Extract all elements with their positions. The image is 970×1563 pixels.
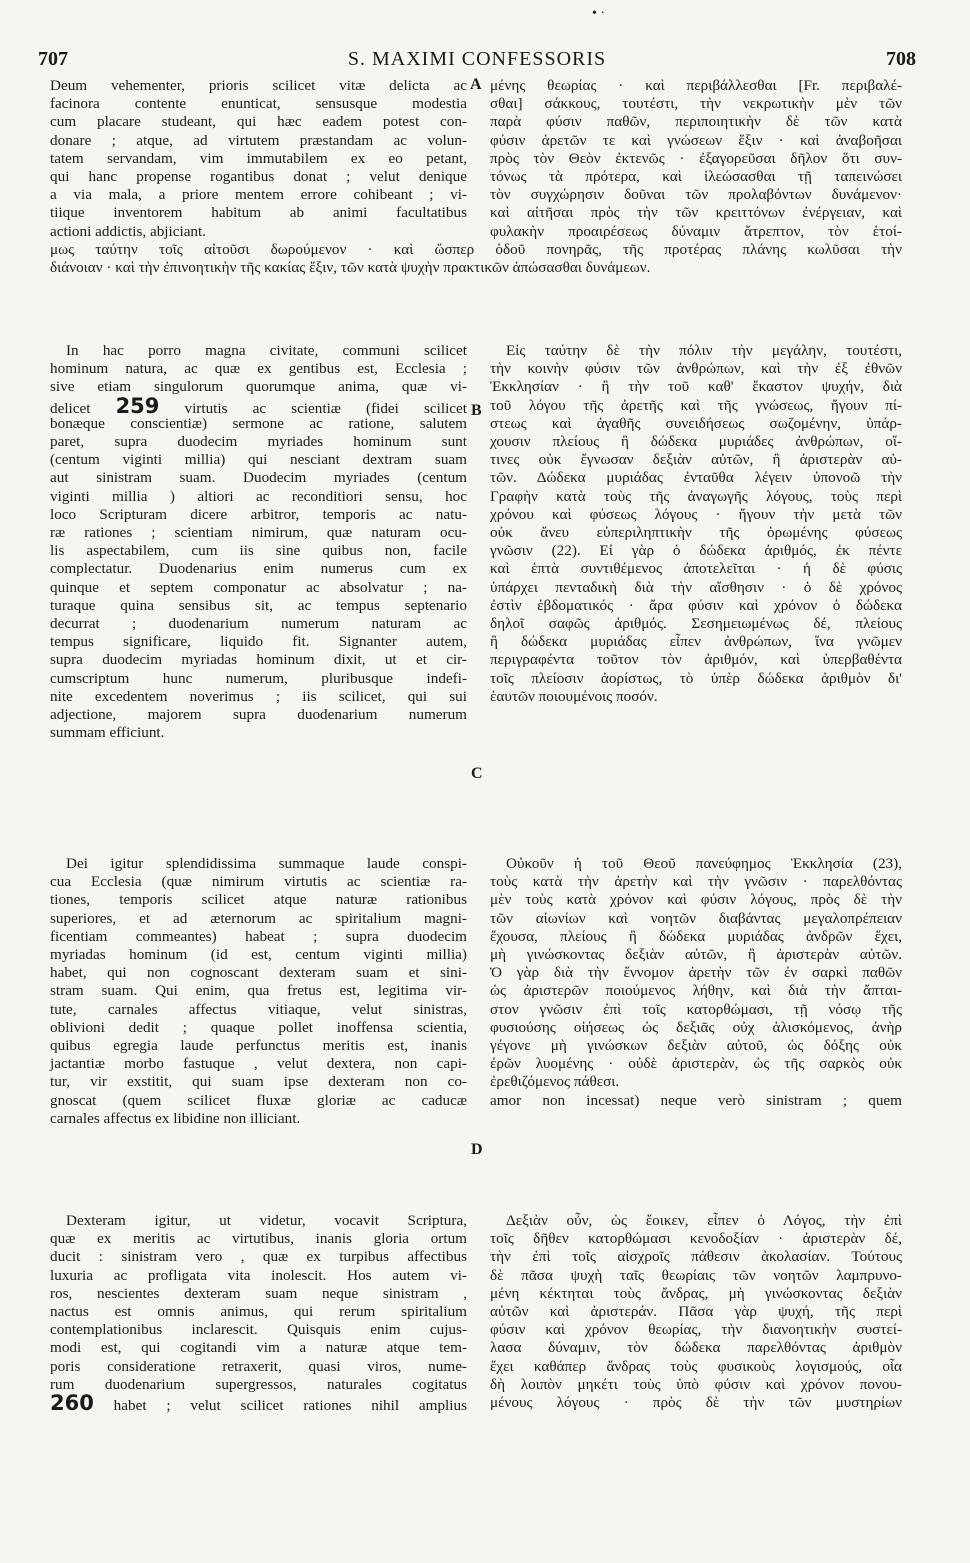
greek-line: τινες οὐκ ἔγνωσαν δεξιὰν αὐτῶν, ἢ ἀριστερὰν αὐ-: [490, 451, 902, 469]
latin-line: tute, carnales affectus vitiaque, velut sinistras,: [50, 1000, 467, 1018]
greek-line: τὴν ἐπὶ τοῖς αἰσχροῖς πάθεσιν ἀκολασίαν. Τούτους: [490, 1248, 902, 1266]
running-title: S. MAXIMI CONFESSORIS: [347, 48, 607, 70]
latin-line: adjectione, majorem supra duodenarium numerum: [50, 706, 467, 723]
latin-line: qui hanc propense rogantibus donat ; velut denique: [50, 168, 467, 185]
latin-line: tempus significare, liquido fit. Signanter autem,: [50, 633, 467, 651]
latin-line: quæ ex meritis ac virtutibus, inanis gloria ortum: [50, 1230, 467, 1248]
latin-line: Dexteram igitur, ut videtur, vocavit Scriptura,: [66, 1212, 467, 1229]
greek-line: οὐκ ἄνευ εὐπεριληπτικὴν τῆς ὁρωμένης φύσεως: [490, 524, 902, 541]
latin-line: ræ rationes ; scientiam nimirum, quæ naturam ocu-: [50, 524, 467, 541]
latin-line: loco Scripturam dicere arbitror, temporis ac natu-: [50, 505, 467, 523]
latin-line: turaque quina sensibus sit, ac tempus septenario: [50, 596, 467, 614]
inline-page-number: 260: [50, 1391, 94, 1415]
greek-line: Οὐκοῦν ἡ τοῦ Θεοῦ πανεύφημος Ἐκκλησία (23),: [506, 855, 902, 872]
text-fragment: virtutis ac scientiæ (fidei scilicet: [159, 399, 467, 417]
greek-line: Ὁ γὰρ διὰ τὴν ἔννομον ἀρετὴν τῶν ἐν σαρκὶ παθῶν: [490, 964, 902, 982]
latin-line: supra duodecim myriadas hominum dixit, ut et cir-: [50, 651, 467, 669]
greek-line: φύσιν ἀρετῶν τε καὶ γνώσεων ἕξιν · καὶ ἀναβοῆσαι: [490, 131, 902, 149]
greek-line: Εἰς ταύτην δὲ τὴν πόλιν τὴν μεγάλην, τουτέστι,: [506, 342, 902, 359]
latin-line: paret, supra duodecim myriades hominum sunt: [50, 433, 467, 450]
latin-line: jactantiæ morbo fastuque , velut dextera, non capi-: [50, 1055, 467, 1073]
latin-line: quibus egregia laude perfunctus meritis est, inanis: [50, 1037, 467, 1054]
greek-line: ἢ δώδεκα μυριάδας εἶπεν ἀνθρώπων, ἵνα γνῶμεν: [490, 633, 902, 651]
greek-line: ἐστὶν ἑβδοματικός · ἄρα φύσιν καὶ χρόνον ὁ δώδεκα: [490, 596, 902, 614]
greek-line: ἔχουσα, πλείους ἢ δώδεκα μυριάδας ἀνδρῶν ἔχει,: [490, 927, 902, 945]
greek-line: στεως καὶ ἀγαθῆς συνειδήσεως σωζομένην, ὑπάρ-: [490, 414, 902, 432]
latin-line: nite excedentem noverimus ; iis scilicet, qui sui: [50, 687, 467, 705]
greek-line: δὴ λοιπὸν μηκέτι τοὺς ὑπὸ φύσιν καὶ χρόνον πονου-: [490, 1375, 902, 1393]
latin-line: luxuria ac profligata vita inolescit. Hos autem vi-: [50, 1266, 467, 1284]
greek-line: διάνοιαν · καὶ τὴν ἐπινοητικὴν τῆς κακίας ἕξιν, τῶν κατὰ ψυχὴν πρακτικῶν ἀπώσασθαι δυνάμεων.: [50, 259, 651, 277]
greek-line: τὸν συγχώρησιν δοῦναι τῶν προλαβόντων δυνάμενον·: [490, 186, 902, 204]
margin-letter: D: [471, 1141, 483, 1158]
greek-line: Ἐκκλησίαν · ἢ τὴν τοῦ καθ' ἕκαστον ψυχήν, διὰ: [490, 378, 902, 396]
greek-line: amor non incessat) neque verò sinistram ; quem: [490, 1091, 902, 1109]
greek-line: ἐρῶν λυομένης · οὐδὲ ἀριστερὰν, ὡς τῆς σαρκὸς οὐκ: [490, 1055, 902, 1073]
latin-line: complectatur. Duodenarius enim numerus cum ex: [50, 560, 467, 578]
greek-line: γέγονε μὴ γινώσκων δεξιὰν αὐτοῦ, ὡς δόξης οὐκ: [490, 1037, 902, 1054]
latin-line: nactus est omnis animus, qui rerum spiritalium: [50, 1303, 467, 1320]
latin-line: modi est, qui cogitandi vim a naturæ atque tem-: [50, 1339, 467, 1357]
top-mark: • ·: [592, 6, 606, 21]
greek-line: ἑαυτῶν ποιουμένοις ποσόν.: [490, 687, 658, 705]
greek-line: μένη κέκτηται τοὺς ἄνδρας, μὴ γινώσκοντας δεξιὰν: [490, 1284, 902, 1302]
latin-line: facinora contente enunticat, sensusque modestia: [50, 95, 467, 113]
latin-line: tur, vir exstitit, qui suam ipse dexteram non co-: [50, 1073, 467, 1091]
greek-line: φυλακὴν προαιρέσεως δύναμιν ἄτρεπτον, τὸν ἑτοί-: [490, 222, 902, 240]
latin-line: [50, 1391, 467, 1415]
latin-line: habet, qui non cognoscant dexteram suam et sini-: [50, 964, 467, 982]
greek-line: ἔχει καθάπερ ἄνδρας τοὺς φυσικοὺς λογισμούς, οἷα: [490, 1357, 902, 1375]
greek-line: φυσιούσης οἰήσεως ὡς δεξιᾶς οὐχ ἁλισκόμενος, ἀνὴρ: [490, 1018, 902, 1036]
greek-line: τοῖς δῆθεν κατορθώμασι κενοδοξίαν · ἀριστερὰν δέ,: [490, 1230, 902, 1248]
greek-line: καὶ ἑπτὰ συντιθέμενος ἀποτελεῖται · ἡ δὲ φύσις: [490, 560, 902, 578]
margin-letter: C: [471, 765, 483, 782]
latin-line: contemplationibus inclarescit. Quisquis enim cujus-: [50, 1321, 467, 1339]
latin-line: bonæque conscientiæ) sermone ac ratione, salutem: [50, 414, 467, 432]
greek-line: χουσιν πλείους ἢ δώδεκα μυριάδες ἀνθρώπων, οἵ-: [490, 433, 902, 450]
greek-line: ὡς ἀριστερῶν ποιούμενος λήθην, καὶ διὰ τὴν ἄπται-: [490, 982, 902, 1000]
latin-line: cum placare studeant, qui hæc eadem potest con-: [50, 113, 467, 131]
page-header: [38, 48, 916, 74]
greek-line: σθαι] σάκκους, τουτέστι, τὴν νεκρωτικὴν μὲν τῶν: [490, 95, 902, 113]
latin-line: ducit : sinistram vero , quæ ex turpibus affectibus: [50, 1248, 467, 1266]
greek-line: περιγραφέντα τοῦτον τὸν ἀριθμόν, καὶ ὑπερβαθέντα: [490, 651, 902, 669]
latin-line: viginti millia ) altiori ac reconditiori sensu, hoc: [50, 487, 467, 505]
latin-line: ficentiam commeantes) habeat ; supra duodecim: [50, 927, 467, 945]
greek-line: ὑπάρχει πενταδικὴ διὰ τὴν αἴσθησιν · ὁ δὲ χρόνος: [490, 578, 902, 596]
text-fragment: delicet: [50, 399, 116, 417]
greek-line: τῶν. Δώδεκα μυριάδας ἐνταῦθα λέγειν ὑπονοῶ τὴν: [490, 469, 902, 487]
greek-line: τόνως τὰ πρότερα, καὶ ἱλεώσασθαι τῇ ταπεινώσει: [490, 168, 902, 185]
latin-line: carnales affectus ex libidine non illiciant.: [50, 1109, 301, 1127]
latin-line: summam efficiunt.: [50, 724, 165, 742]
greek-line: φύσιν καὶ χρόνον θεωρίας, τὴν διανοητικὴν συστεί-: [490, 1321, 902, 1339]
greek-line: μένους λόγους · πρὸς δὲ τὴν τῶν μυστηρίων: [490, 1394, 902, 1411]
greek-line: καὶ αἰτῆσαι πρὸς τὴν τῶν κρειττόνων ἐνέργειαν, καὶ: [490, 204, 902, 222]
latin-line: superiores, et ad æternorum ac spiritalium magni-: [50, 909, 467, 927]
latin-line: cua Ecclesia (quæ nimirum virtutis ac scientiæ ra-: [50, 873, 467, 891]
greek-line: μὴ γινώσκοντας δεξιὰν αὐτῶν, ἢ ἀριστερὰν αὐτῶν.: [490, 946, 902, 963]
greek-line: Δεξιὰν οὖν, ὡς ἔοικεν, εἶπεν ὁ Λόγος, τὴν ἐπὶ: [506, 1212, 902, 1229]
latin-line: cumscriptum hunc numerum, pluribusque indefi-: [50, 669, 467, 687]
greek-line: γνῶσιν (22). Εἰ γὰρ ὁ δώδεκα ἀριθμός, ἐκ πέντε: [490, 542, 902, 560]
latin-line: rum duodenarium supergressos, naturales cogitatus: [50, 1375, 467, 1393]
latin-line: myriadas hominum (id est, centum viginti millia): [50, 946, 467, 963]
left-page-number: 707: [38, 48, 68, 70]
greek-line: δηλοῖ σαφῶς ἀριθμός. Σεσημειωμένως δέ, πλείους: [490, 615, 902, 632]
latin-line: gnoscat (quem scilicet fluxæ gloriæ ac caducæ: [50, 1091, 467, 1109]
greek-line: μως ταύτην τοῖς αἰτοῦσι δωρούμενον · καὶ ὥσπερ ὁδοῦ πονηρᾶς, τῆς προτέρας πλάνης κωλῦσαι τὴν: [50, 241, 902, 258]
latin-line: decurrat ; duodenarium numerum naturam ac: [50, 615, 467, 632]
greek-line: μὲν τοὺς κατὰ χρόνον καὶ φύσιν λόγους, πρὸς δὲ τὴν: [490, 891, 902, 909]
latin-line: donare ; atque, ad virtutem præstandam ac volun-: [50, 131, 467, 149]
greek-line: αὐτῶν καὶ ἀριστεράν. Πᾶσα γὰρ ψυχή, τῆς περὶ: [490, 1303, 902, 1320]
greek-line: πρὸς τὸν Θεὸν ἐκτενῶς · ἐξαγορεῦσαι δῆλον ὅτι συν-: [490, 149, 902, 167]
greek-line: δὲ πᾶσα ψυχὴ ταῖς θεωρίαις τῶν νοητῶν λαμπρυνο-: [490, 1266, 902, 1284]
greek-line: τοῖς πλείοσιν ἀορίστως, τὸ ὑπὲρ δώδεκα ἀριθμὸν δι': [490, 669, 902, 687]
text-fragment: habet ; velut scilicet rationes nihil amplius: [93, 1397, 467, 1414]
latin-line: (centum viginti millia) qui nesciant dextram suam: [50, 451, 467, 469]
inline-page-number: 259: [115, 393, 160, 418]
latin-line: oblivioni dedit ; quaque pollet inoffensa scientia,: [50, 1018, 467, 1036]
latin-line: tiique inventorem habitum ab animi facultatibus: [50, 204, 467, 222]
latin-line: In hac porro magna civitate, communi scilicet: [66, 342, 467, 359]
greek-line: τῶν αἰωνίων καὶ νοητῶν διαβάντας μεγαλοπρέπειαν: [490, 909, 902, 927]
latin-line: quinque et septem componatur ac absolvatur ; na-: [50, 578, 467, 596]
greek-line: ἐρεθιζόμενος πάθεσι.: [490, 1073, 620, 1091]
latin-line: a via mala, a priore mentem errore cohibeant ; vi-: [50, 186, 467, 204]
greek-line: λασα δύναμιν, τὸν δώδεκα παρελθόντας ἀριθμὸν: [490, 1339, 902, 1357]
latin-line: ros, nescientes dexteram suam neque sinistram ,: [50, 1284, 467, 1302]
margin-letter: B: [471, 402, 482, 419]
latin-line: actioni addictis, abjiciant.: [50, 222, 207, 240]
latin-line: tiones, temporis scilicet atque naturæ rationibus: [50, 891, 467, 909]
greek-line: στον γνῶσιν ἐπὶ τοῖς κατορθώμασι, τῇ νόσῳ τῆς: [490, 1000, 902, 1018]
greek-line: τοὺς κατὰ τὴν ἀρετὴν καὶ τὴν γνῶσιν · παρελθόντας: [490, 873, 902, 891]
latin-line: tatem servandam, vim immutabilem ex eo petant,: [50, 149, 467, 167]
greek-line: χρόνου καὶ φύσεως λόγους · ἤγουν τὴν μετὰ τῶν: [490, 505, 902, 523]
latin-line: aut sinistram suam. Duodecim myriades (centum: [50, 469, 467, 487]
margin-letter: A: [470, 76, 482, 93]
greek-line: παρὰ φύσιν παθῶν, περιποιητικὴν δὲ τῶν κατὰ: [490, 113, 902, 131]
latin-line: stram suam. Qui enim, qua fretus est, legitima vir-: [50, 982, 467, 1000]
latin-line: Dei igitur splendidissima summaque laude conspi-: [66, 855, 467, 872]
greek-line: τὴν κοινὴν φύσιν τῶν ἀνθρώπων, καὶ τὴν ἐξ ἐθνῶν: [490, 360, 902, 378]
latin-line: lis aspectabilem, cum iis sine quibus non, facile: [50, 542, 467, 560]
greek-line: μένης θεωρίας · καὶ περιβάλλεσθαι [Fr. περιβαλέ-: [490, 77, 902, 94]
greek-line: τοῦ λόγου τῆς ἀρετῆς καὶ τῆς γνώσεως, ἤγουν πί-: [490, 396, 902, 414]
latin-line: hominum natura, ac quæ ex gentibus est, Ecclesia ;: [50, 360, 467, 378]
latin-line: sive etiam singulorum quorumque anima, quæ vi-: [50, 378, 467, 396]
latin-line: poris consideratione retraxerit, quasi viros, nume-: [50, 1357, 467, 1375]
greek-line: Γραφὴν κατὰ τοὺς τῆς ἀναγωγῆς λόγους, τοὺς περὶ: [490, 487, 902, 505]
right-page-number: 708: [886, 48, 916, 70]
latin-line: Deum vehementer, prioris scilicet vitæ delicta ac: [50, 77, 467, 94]
